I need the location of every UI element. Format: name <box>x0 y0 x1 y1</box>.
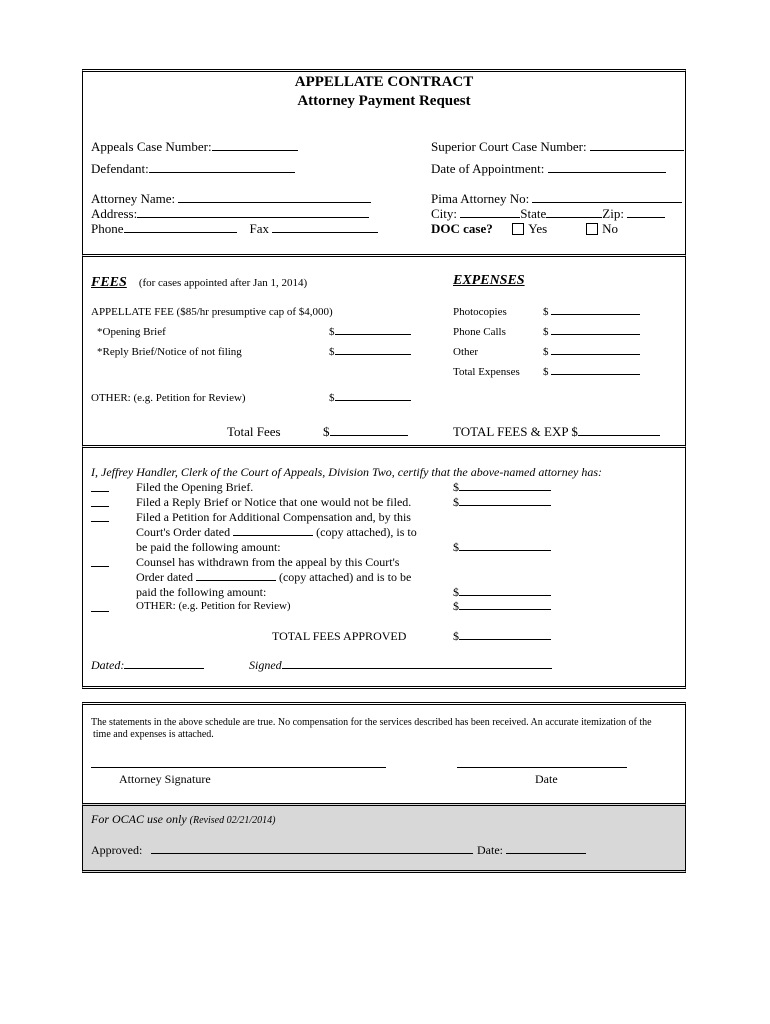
total-expenses-amount-row <box>543 366 640 378</box>
total-fees-dollar: $ <box>323 424 330 439</box>
expenses-heading: EXPENSES <box>453 273 525 288</box>
item3-check[interactable] <box>91 511 109 526</box>
ocac-date-field[interactable] <box>506 852 586 854</box>
appeals-case-number-field[interactable] <box>212 149 298 151</box>
expenses-other-amount-field[interactable] <box>551 353 640 355</box>
ocac-date-row <box>477 843 586 858</box>
item5-dollar: $ <box>453 599 459 613</box>
item4-line2 <box>136 570 411 585</box>
signed-row <box>249 658 552 673</box>
pima-attorney-no-label: Pima Attorney No: <box>431 191 530 206</box>
opening-brief-amount-field[interactable] <box>335 333 411 335</box>
statement-line2: time and expenses is attached. <box>93 729 214 740</box>
phone-calls-label: Phone Calls <box>453 326 506 338</box>
superior-court-case-number-field[interactable] <box>590 149 684 151</box>
item4-line2b: (copy attached) and is to be <box>278 570 412 584</box>
address-label: Address: <box>91 206 138 221</box>
pima-attorney-no-row <box>431 191 682 207</box>
signed-field[interactable] <box>282 667 552 669</box>
item3-line3: be paid the following amount: <box>136 540 281 554</box>
item1-dollar: $ <box>453 480 459 494</box>
item1-amount-field[interactable] <box>459 489 551 491</box>
item3-line2a: Court's Order dated <box>136 525 231 539</box>
defendant-row <box>91 161 295 177</box>
item3-line2b: (copy attached), is to <box>316 525 417 539</box>
fees-other-dollar: $ <box>329 392 335 404</box>
fees-other-amount-row <box>329 392 411 404</box>
phone-field[interactable] <box>124 231 237 233</box>
total-fees-exp-field[interactable] <box>578 434 660 436</box>
item4-order-date-field[interactable] <box>196 579 276 581</box>
state-label: State <box>520 206 547 221</box>
statement-line1: The statements in the above schedule are true. No compensation for the services described has been received. An accurate itemization of the <box>91 717 652 728</box>
approved-label: Approved: <box>91 843 143 857</box>
address-field[interactable] <box>137 216 369 218</box>
appeals-case-number-row <box>91 139 298 155</box>
doc-no-label: No <box>602 221 619 236</box>
fax-label: Fax <box>249 221 269 236</box>
dated-row <box>91 658 204 673</box>
phone-label: Phone <box>91 221 124 236</box>
doc-case-label: DOC case? <box>431 221 493 236</box>
expenses-other-dollar: $ <box>543 346 549 358</box>
superior-court-case-number-label: Superior Court Case Number: <box>431 139 587 154</box>
signature-date-line[interactable] <box>457 767 627 768</box>
item3-order-date-field[interactable] <box>233 534 313 536</box>
total-expenses-dollar: $ <box>543 366 549 378</box>
photocopies-amount-row <box>543 306 640 318</box>
phone-calls-dollar: $ <box>543 326 549 338</box>
item4-line1: Counsel has withdrawn from the appeal by this Court's <box>136 555 400 569</box>
state-field[interactable] <box>546 216 602 218</box>
attorney-name-field[interactable] <box>178 201 371 203</box>
item4-amount-field[interactable] <box>459 594 551 596</box>
doc-no-checkbox[interactable] <box>586 223 598 235</box>
reply-brief-amount-row <box>329 346 411 358</box>
item4-check[interactable] <box>91 556 109 571</box>
doc-case-row <box>431 221 618 237</box>
appeals-case-number-label: Appeals Case Number: <box>91 139 212 154</box>
item4-dollar: $ <box>453 585 459 599</box>
superior-court-case-number-row <box>431 139 684 155</box>
approved-field[interactable] <box>151 852 473 854</box>
item5-amount-row <box>453 599 551 614</box>
item3-amount-row <box>453 540 551 555</box>
fees-other-label: OTHER: (e.g. Petition for Review) <box>91 392 246 404</box>
item3-line1: Filed a Petition for Additional Compensation and, by this <box>136 510 411 524</box>
city-label: City: <box>431 206 458 221</box>
opening-brief-amount-row <box>329 326 411 338</box>
total-expenses-amount-field[interactable] <box>551 373 640 375</box>
date-of-appointment-row <box>431 161 666 177</box>
total-fees-amount-field[interactable] <box>330 434 408 436</box>
dated-field[interactable] <box>124 667 204 669</box>
reply-brief-amount-field[interactable] <box>335 353 411 355</box>
city-field[interactable] <box>460 216 520 218</box>
dated-label: Dated: <box>91 658 125 672</box>
form-title: APPELLATE CONTRACT <box>294 74 474 90</box>
total-expenses-label: Total Expenses <box>453 366 520 378</box>
defendant-label: Defendant: <box>91 161 149 176</box>
ocac-date-label: Date: <box>477 843 503 857</box>
total-fees-amount-row <box>323 424 408 440</box>
item5-check[interactable] <box>91 601 109 616</box>
total-approved-amount-field[interactable] <box>459 638 551 640</box>
fees-heading: FEES <box>91 275 127 290</box>
defendant-field[interactable] <box>149 171 295 173</box>
date-of-appointment-label: Date of Appointment: <box>431 161 545 176</box>
doc-yes-checkbox[interactable] <box>512 223 524 235</box>
item5-label: OTHER: (e.g. Petition for Review) <box>136 600 291 612</box>
item3-dollar: $ <box>453 540 459 554</box>
item2-dollar: $ <box>453 495 459 509</box>
doc-yes-label: Yes <box>528 221 548 236</box>
form-subtitle: Attorney Payment Request <box>297 93 471 109</box>
clerk-certify-text: I, Jeffrey Handler, Clerk of the Court of Appeals, Division Two, certify that the above-named attorney has: <box>91 465 603 479</box>
date-of-appointment-field[interactable] <box>548 171 666 173</box>
fees-heading-row <box>91 273 307 291</box>
attorney-signature-label: Attorney Signature <box>119 772 211 786</box>
expenses-other-label: Other <box>453 346 479 358</box>
item3-line2 <box>136 525 417 540</box>
approved-row <box>91 843 473 858</box>
pima-attorney-no-field[interactable] <box>532 201 682 203</box>
phone-calls-amount-field[interactable] <box>551 333 640 335</box>
ocac-label-row <box>91 812 275 827</box>
photocopies-label: Photocopies <box>453 306 507 318</box>
item2-check[interactable] <box>91 496 109 511</box>
reply-brief-label: *Reply Brief/Notice of not filing <box>97 346 242 358</box>
item4-amount-row <box>453 585 551 600</box>
ocac-label: For OCAC use only <box>91 812 187 826</box>
opening-brief-label: *Opening Brief <box>97 326 166 338</box>
opening-brief-dollar: $ <box>329 326 335 338</box>
fees-note: (for cases appointed after Jan 1, 2014) <box>138 277 308 289</box>
city-state-zip-row <box>431 206 665 222</box>
expenses-other-amount-row <box>543 346 640 358</box>
zip-field[interactable] <box>627 216 665 218</box>
zip-label: Zip: <box>602 206 624 221</box>
item4-line3: paid the following amount: <box>136 585 267 599</box>
item4-line2a: Order dated <box>136 570 193 584</box>
phone-calls-amount-row <box>543 326 640 338</box>
attorney-name-label: Attorney Name: <box>91 191 176 206</box>
total-approved-dollar: $ <box>453 629 459 643</box>
item1-amount-row <box>453 480 551 495</box>
reply-brief-dollar: $ <box>329 346 335 358</box>
total-fees-label: Total Fees <box>227 424 281 439</box>
item2-amount-field[interactable] <box>459 504 551 506</box>
attorney-name-row <box>91 191 371 207</box>
total-fees-exp-label: TOTAL FEES & EXP $ <box>453 424 578 439</box>
phone-fax-row <box>91 221 378 237</box>
signed-label: Signed <box>249 658 282 672</box>
attorney-signature-line[interactable] <box>91 767 386 768</box>
appellate-fee-label: APPELLATE FEE ($85/hr presumptive cap of $4,000) <box>91 306 333 318</box>
item2-amount-row <box>453 495 551 510</box>
total-approved-label: TOTAL FEES APPROVED <box>272 629 407 643</box>
signature-date-label: Date <box>535 772 558 786</box>
item1-check[interactable] <box>91 481 109 496</box>
total-fees-exp-row <box>453 424 660 440</box>
item1-label: Filed the Opening Brief. <box>136 480 254 494</box>
fax-field[interactable] <box>272 231 378 233</box>
photocopies-dollar: $ <box>543 306 549 318</box>
photocopies-amount-field[interactable] <box>551 313 640 315</box>
total-approved-amount-row <box>453 629 551 644</box>
fees-other-amount-field[interactable] <box>335 399 411 401</box>
address-row <box>91 206 369 222</box>
item2-label: Filed a Reply Brief or Notice that one would not be filed. <box>136 495 412 509</box>
item3-amount-field[interactable] <box>459 549 551 551</box>
ocac-revised: (Revised 02/21/2014) <box>189 815 276 826</box>
item5-amount-field[interactable] <box>459 608 551 610</box>
